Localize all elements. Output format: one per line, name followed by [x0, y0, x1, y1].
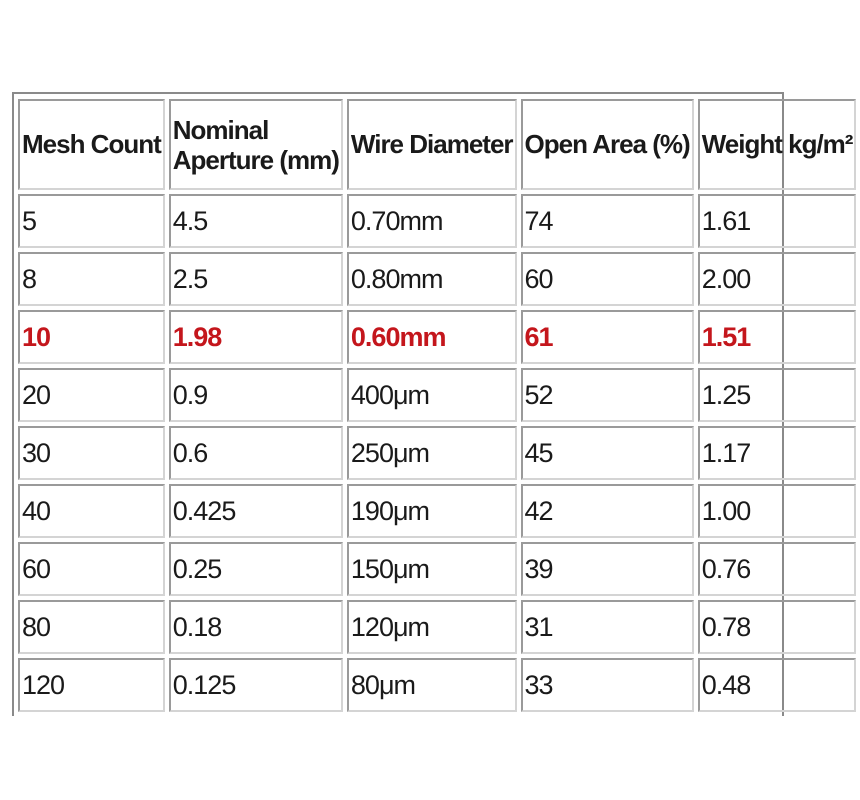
table-row-highlighted — [18, 310, 856, 364]
cell-weight: 1.00 — [698, 484, 857, 538]
cell-mesh-count: 120 — [18, 658, 165, 712]
cell-wire-diameter: 0.80mm — [347, 252, 517, 306]
cell-open-area: 39 — [521, 542, 694, 596]
cell-mesh-count: 80 — [18, 600, 165, 654]
cell-wire-diameter: 0.70mm — [347, 194, 517, 248]
cell-open-area: 60 — [521, 252, 694, 306]
cell-weight: 0.76 — [698, 542, 857, 596]
cell-wire-diameter: 120μm — [347, 600, 517, 654]
cell-mesh-count: 8 — [18, 252, 165, 306]
header-open-area: Open Area (%) — [521, 99, 694, 190]
cell-open-area: 74 — [521, 194, 694, 248]
mesh-spec-table — [14, 95, 860, 716]
cell-wire-diameter: 150μm — [347, 542, 517, 596]
cell-aperture: 1.98 — [169, 310, 343, 364]
cell-wire-diameter: 400μm — [347, 368, 517, 422]
cell-weight: 1.61 — [698, 194, 857, 248]
cell-wire-diameter: 0.60mm — [347, 310, 517, 364]
cell-weight: 1.17 — [698, 426, 857, 480]
header-nominal-aperture: Nominal Aperture (mm) — [169, 99, 343, 190]
cell-open-area: 61 — [521, 310, 694, 364]
cell-weight: 1.25 — [698, 368, 857, 422]
cell-aperture: 4.5 — [169, 194, 343, 248]
cell-mesh-count: 30 — [18, 426, 165, 480]
cell-aperture: 0.125 — [169, 658, 343, 712]
header-weight: Weight kg/m² — [698, 99, 857, 190]
table-row — [18, 484, 856, 538]
cell-mesh-count: 40 — [18, 484, 165, 538]
header-wire-diameter: Wire Diameter — [347, 99, 517, 190]
cell-wire-diameter: 80μm — [347, 658, 517, 712]
table-row — [18, 542, 856, 596]
header-mesh-count: Mesh Count — [18, 99, 165, 190]
cell-open-area: 42 — [521, 484, 694, 538]
cell-open-area: 52 — [521, 368, 694, 422]
table-body — [18, 194, 856, 712]
cell-aperture: 2.5 — [169, 252, 343, 306]
table-row — [18, 658, 856, 712]
cell-mesh-count: 20 — [18, 368, 165, 422]
table-row — [18, 194, 856, 248]
cell-open-area: 33 — [521, 658, 694, 712]
table-row — [18, 368, 856, 422]
cell-aperture: 0.9 — [169, 368, 343, 422]
cell-aperture: 0.25 — [169, 542, 343, 596]
cell-mesh-count: 10 — [18, 310, 165, 364]
cell-aperture: 0.18 — [169, 600, 343, 654]
table-frame — [12, 92, 853, 716]
cell-weight: 1.51 — [698, 310, 857, 364]
cell-open-area: 45 — [521, 426, 694, 480]
table-row — [18, 600, 856, 654]
cell-wire-diameter: 190μm — [347, 484, 517, 538]
cell-aperture: 0.6 — [169, 426, 343, 480]
cell-wire-diameter: 250μm — [347, 426, 517, 480]
cell-mesh-count: 60 — [18, 542, 165, 596]
cell-weight: 2.00 — [698, 252, 857, 306]
cell-weight: 0.48 — [698, 658, 857, 712]
cell-aperture: 0.425 — [169, 484, 343, 538]
cell-mesh-count: 5 — [18, 194, 165, 248]
table-header-row — [18, 99, 856, 190]
cell-weight: 0.78 — [698, 600, 857, 654]
table-row — [18, 426, 856, 480]
table-row — [18, 252, 856, 306]
cell-open-area: 31 — [521, 600, 694, 654]
